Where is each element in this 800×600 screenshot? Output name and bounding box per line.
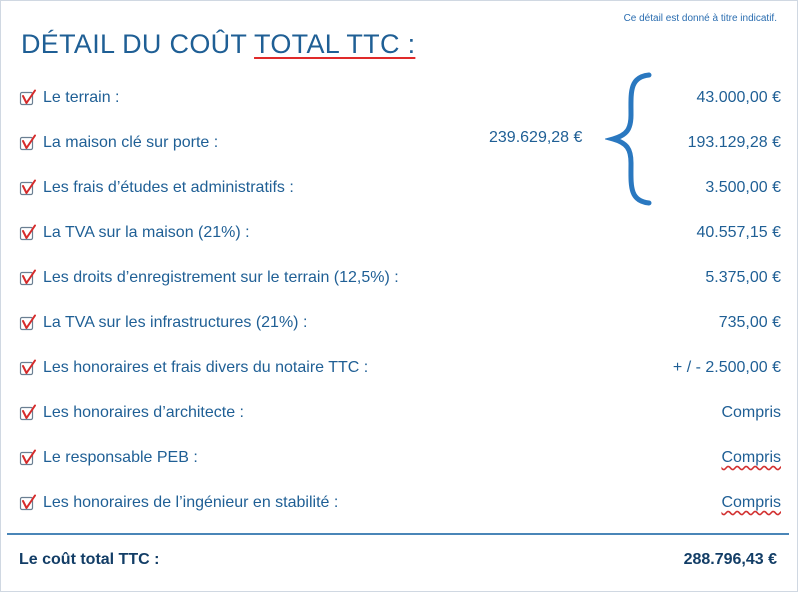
total-label: Le coût total TTC : (19, 551, 160, 568)
checkbox-check-icon (19, 314, 37, 332)
cost-row-value: + / - 2.500,00 € (672, 359, 781, 376)
cost-row-value: Compris (721, 449, 781, 466)
checkbox-check-icon (19, 359, 37, 377)
cost-row (1, 403, 800, 429)
cost-row-label: Les droits d’enregistrement sur le terrain (12,5%) : (43, 269, 399, 286)
checkbox-check-icon (19, 134, 37, 152)
cost-row-value: 5.375,00 € (705, 269, 781, 286)
cost-row (1, 88, 800, 114)
total-value: 288.796,43 € (683, 551, 777, 568)
checkbox-check-icon (19, 494, 37, 512)
cost-row-label: Les honoraires de l’ingénieur en stabilité : (43, 494, 339, 511)
cost-row-label: Les frais d’études et administratifs : (43, 179, 294, 196)
cost-row-value: 43.000,00 € (696, 89, 781, 106)
checkbox-check-icon (19, 404, 37, 422)
checkbox-check-icon (19, 269, 37, 287)
cost-row-value: 40.557,15 € (696, 224, 781, 241)
cost-row-label: Le responsable PEB : (43, 449, 198, 466)
cost-row-value: Compris (721, 404, 781, 421)
subtotal-value: 239.629,28 € (489, 129, 583, 146)
page-title (21, 29, 415, 60)
cost-row (1, 268, 800, 294)
cost-row (1, 358, 800, 384)
title-part-1: DÉTAIL DU COÛT (21, 29, 255, 59)
checkbox-check-icon (19, 89, 37, 107)
cost-row-label: La TVA sur la maison (21%) : (43, 224, 250, 241)
cost-row-value: Compris (721, 494, 781, 511)
cost-row-value: 735,00 € (718, 314, 781, 331)
cost-row (1, 493, 800, 519)
cost-row-label: La maison clé sur porte : (43, 134, 219, 151)
total-divider (7, 533, 789, 535)
cost-row-value: 193.129,28 € (687, 134, 781, 151)
cost-row-label: Le terrain : (43, 89, 120, 106)
cost-row (1, 313, 800, 339)
cost-row (1, 133, 800, 159)
checkbox-check-icon (19, 179, 37, 197)
cost-row-label: Les honoraires d’architecte : (43, 404, 244, 421)
title-part-2: TOTAL TTC : (254, 29, 416, 59)
cost-row-value: 3.500,00 € (705, 179, 781, 196)
cost-row (1, 178, 800, 204)
cost-row-label: La TVA sur les infrastructures (21%) : (43, 314, 308, 331)
cost-row (1, 448, 800, 474)
checkbox-check-icon (19, 449, 37, 467)
cost-row-label: Les honoraires et frais divers du notaire TTC : (43, 359, 369, 376)
disclaimer-note: Ce détail est donné à titre indicatif. (623, 13, 777, 24)
cost-row (1, 223, 800, 249)
checkbox-check-icon (19, 224, 37, 242)
